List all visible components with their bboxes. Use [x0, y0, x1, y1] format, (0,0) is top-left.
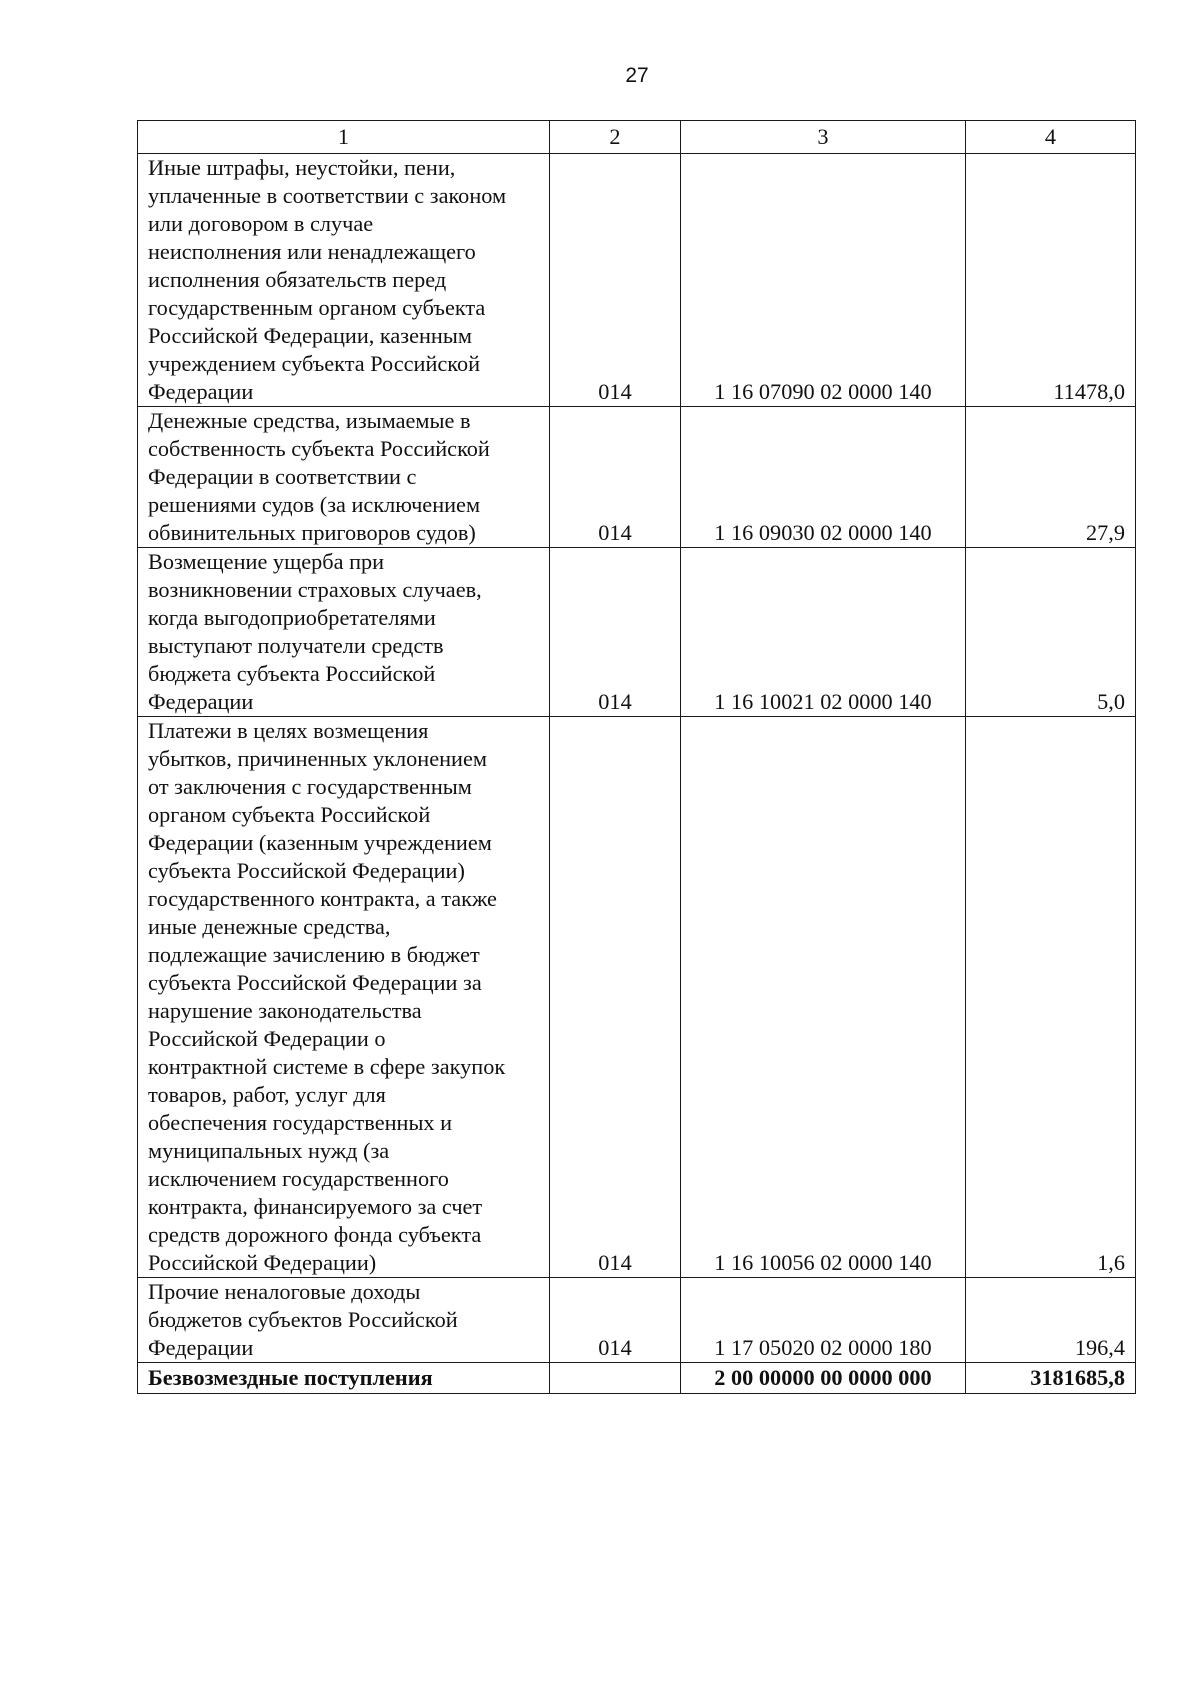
row-name: Иные штрафы, неустойки, пени, уплаченные в соответствии с законом или договором в случае неисполнения или ненадлежащего исполнения обязательств перед государственным органом субъекта Российской Федерации, казенным учреждением субъекта Российской Федерации: [138, 154, 550, 407]
table-row: [138, 548, 1136, 717]
row-classification-code: 1 16 07090 02 0000 140: [681, 154, 966, 407]
row-sum: 5,0: [966, 548, 1136, 717]
row-admin-code: 014: [550, 407, 681, 548]
total-sum: 3181685,8: [966, 1363, 1136, 1394]
revenue-table: [137, 120, 1136, 1394]
header-cell-4: 4: [966, 121, 1136, 154]
row-name: Денежные средства, изымаемые в собственность субъекта Российской Федерации в соответствии с решениями судов (за исключением обвинительных приговоров судов): [138, 407, 550, 548]
row-sum: 11478,0: [966, 154, 1136, 407]
row-name: Прочие неналоговые доходы бюджетов субъектов Российской Федерации: [138, 1278, 550, 1363]
row-admin-code: 014: [550, 717, 681, 1278]
row-name: Платежи в целях возмещения убытков, причиненных уклонением от заключения с государственным органом субъекта Российской Федерации (казенным учреждением субъекта Российской Федерации) государственного контракта, а также иные денежные средства, подлежащие зачислению в бюджет субъекта Российской Федерации за нарушение законодательства Российской Федерации о контрактной системе в сфере закупок товаров, работ, услуг для обеспечения государственных и муниципальных нужд (за исключением государственного контракта, финансируемого за счет средств дорожного фонда субъекта Российской Федерации): [138, 717, 550, 1278]
total-name: Безвозмездные поступления: [138, 1363, 550, 1394]
header-cell-2: 2: [550, 121, 681, 154]
row-classification-code: 1 16 09030 02 0000 140: [681, 407, 966, 548]
row-sum: 196,4: [966, 1278, 1136, 1363]
table-header-row: [138, 121, 1136, 154]
total-admin-code: [550, 1363, 681, 1394]
row-sum: 27,9: [966, 407, 1136, 548]
row-classification-code: 1 17 05020 02 0000 180: [681, 1278, 966, 1363]
row-sum: 1,6: [966, 717, 1136, 1278]
row-classification-code: 1 16 10021 02 0000 140: [681, 548, 966, 717]
total-classification-code: 2 00 00000 00 0000 000: [681, 1363, 966, 1394]
table-row: [138, 717, 1136, 1278]
header-cell-3: 3: [681, 121, 966, 154]
header-cell-1: 1: [138, 121, 550, 154]
row-name: Возмещение ущерба при возникновении страховых случаев, когда выгодоприобретателями выступают получатели средств бюджета субъекта Российской Федерации: [138, 548, 550, 717]
table-row: [138, 1278, 1136, 1363]
page-number: 27: [625, 64, 649, 87]
row-classification-code: 1 16 10056 02 0000 140: [681, 717, 966, 1278]
total-row: [138, 1363, 1136, 1394]
table-row: [138, 154, 1136, 407]
row-admin-code: 014: [550, 1278, 681, 1363]
row-admin-code: 014: [550, 548, 681, 717]
table-row: [138, 407, 1136, 548]
row-admin-code: 014: [550, 154, 681, 407]
